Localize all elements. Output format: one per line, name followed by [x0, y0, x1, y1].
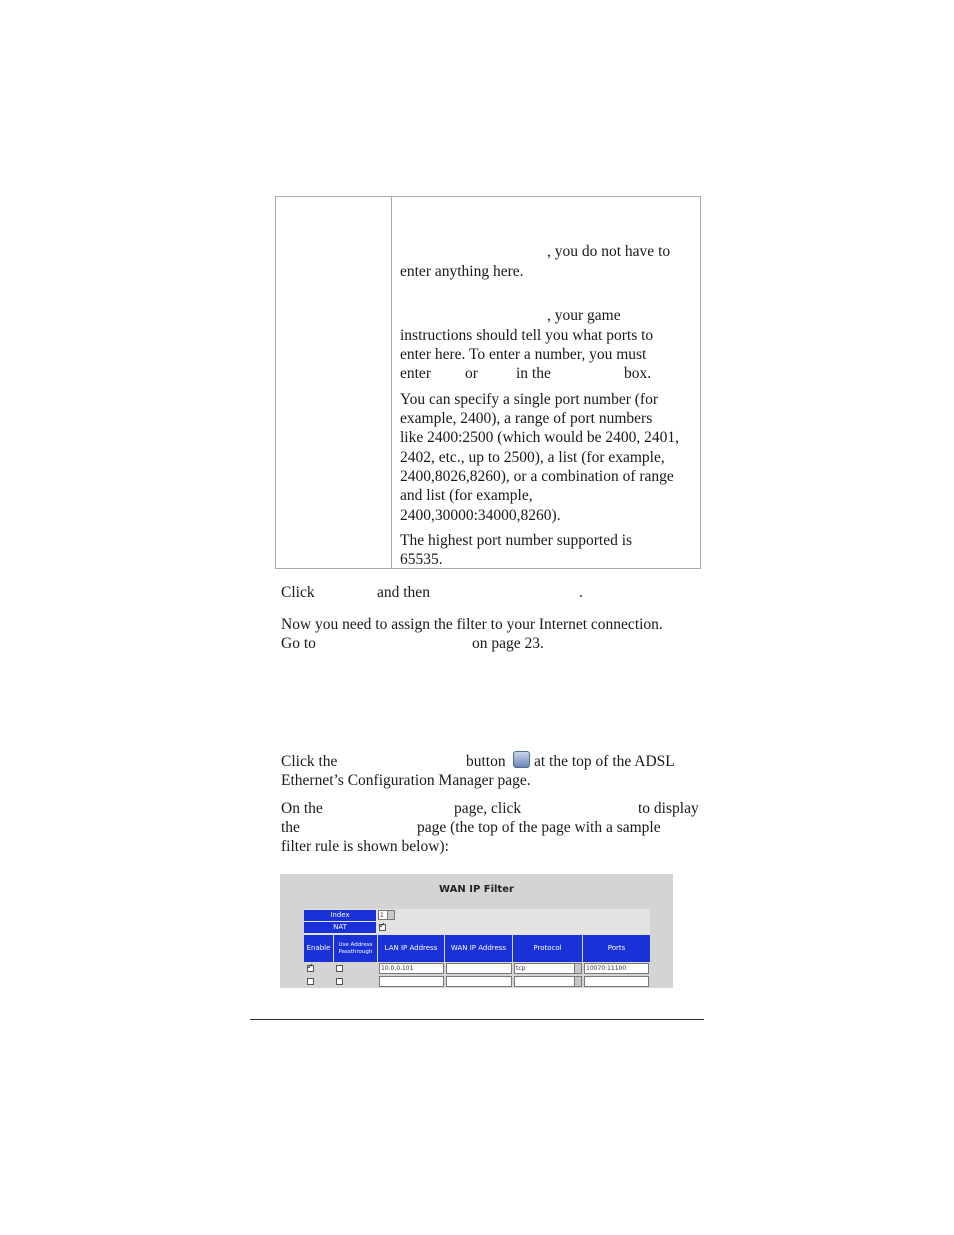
- on-line2-the: the: [281, 819, 300, 836]
- table-para1-line2: enter anything here.: [400, 263, 524, 280]
- row2-protocol-select[interactable]: [514, 976, 582, 987]
- table-para4-line1: The highest port number supported is: [400, 532, 633, 549]
- click-line-andthen: and then: [377, 584, 430, 601]
- row2-lan-ip-input[interactable]: [379, 976, 444, 987]
- on-line3: filter rule is shown below):: [281, 838, 449, 855]
- table-para3-line5: 2400,8026,8260), or a combination of range: [400, 468, 674, 485]
- configuration-manager-icon: [513, 751, 530, 768]
- table-para3-line4: 2402, etc., up to 2500), a list (for example,: [400, 449, 665, 466]
- index-select[interactable]: [378, 910, 395, 920]
- table-para1-line1: , you do not have to: [547, 243, 671, 260]
- table-para2-line4-or: or: [465, 365, 478, 382]
- table-para3-line3: like 2400:2500 (which would be 2400, 2401,: [400, 429, 679, 446]
- assign-line1: Now you need to assign the filter to your Internet connection.: [281, 616, 663, 633]
- table-para4-line2: 65535.: [400, 551, 443, 568]
- row2-protocol-dropdown-arrow-icon: [574, 977, 581, 986]
- table-para3-line7: 2400,30000:34000,8260).: [400, 507, 561, 524]
- table-para3-line2: example, 2400), a range of port numbers: [400, 410, 653, 427]
- on-line2-rest: page (the top of the page with a sample: [417, 819, 661, 836]
- index-label: Index: [304, 910, 376, 921]
- table-para2-line1: , your game: [547, 307, 621, 324]
- cm-line1-clickthe: Click the: [281, 753, 338, 770]
- click-line-click: Click: [281, 584, 315, 601]
- row1-ports-input[interactable]: 10070:11100: [584, 963, 649, 974]
- row1-passthrough-checkbox[interactable]: [336, 965, 343, 972]
- header-passthrough: Use Address Passthrough: [334, 935, 378, 962]
- table-para3-line6: and list (for example,: [400, 487, 533, 504]
- table-para2-line4-box: box.: [624, 365, 652, 382]
- row1-wan-ip-input[interactable]: [446, 963, 512, 974]
- row1-lan-ip-input[interactable]: 10.0.0.101: [379, 963, 444, 974]
- header-enable: Enable: [304, 935, 334, 962]
- nat-label: NAT: [304, 922, 376, 933]
- row1-protocol-dropdown-arrow-icon: [574, 964, 581, 973]
- cm-line2: Ethernet’s Configuration Manager page.: [281, 772, 531, 789]
- row1-protocol-value: tcp: [516, 965, 526, 972]
- table-para2-line4-inthe: in the: [516, 365, 551, 382]
- wan-ip-filter-title: WAN IP Filter: [439, 884, 514, 895]
- on-line1-todisplay: to display: [638, 800, 699, 817]
- nat-checkbox[interactable]: [379, 924, 386, 931]
- row2-ports-input[interactable]: [584, 976, 649, 987]
- wan-ip-filter-screenshot: [280, 874, 673, 988]
- assign-line2-page: on page 23.: [472, 635, 544, 652]
- click-line-period: .: [579, 584, 583, 601]
- row2-wan-ip-input[interactable]: [446, 976, 512, 987]
- table-para3-line1: You can specify a single port number (for: [400, 391, 658, 408]
- index-value: 1: [380, 912, 384, 919]
- header-wan-ip: WAN IP Address: [445, 935, 513, 962]
- row2-passthrough-checkbox[interactable]: [336, 978, 343, 985]
- row1-protocol-select[interactable]: [514, 963, 582, 974]
- footer-rule: [250, 1019, 704, 1020]
- row1-enable-checkbox[interactable]: [307, 965, 314, 972]
- header-ports: Ports: [583, 935, 650, 962]
- table-para2-line2: instructions should tell you what ports to: [400, 327, 654, 344]
- header-protocol: Protocol: [513, 935, 583, 962]
- table-para2-line4-enter: enter: [400, 365, 431, 382]
- cm-line1-button: button: [466, 753, 506, 770]
- cm-line1-rest: at the top of the ADSL: [534, 753, 675, 770]
- table-column-divider: [391, 197, 392, 568]
- on-line1-onthe: On the: [281, 800, 323, 817]
- assign-line2-goto: Go to: [281, 635, 316, 652]
- table-para2-line3: enter here. To enter a number, you must: [400, 346, 647, 363]
- header-lan-ip: LAN IP Address: [378, 935, 445, 962]
- row2-enable-checkbox[interactable]: [307, 978, 314, 985]
- on-line1-pageclick: page, click: [454, 800, 522, 817]
- index-dropdown-arrow-icon: [387, 911, 394, 919]
